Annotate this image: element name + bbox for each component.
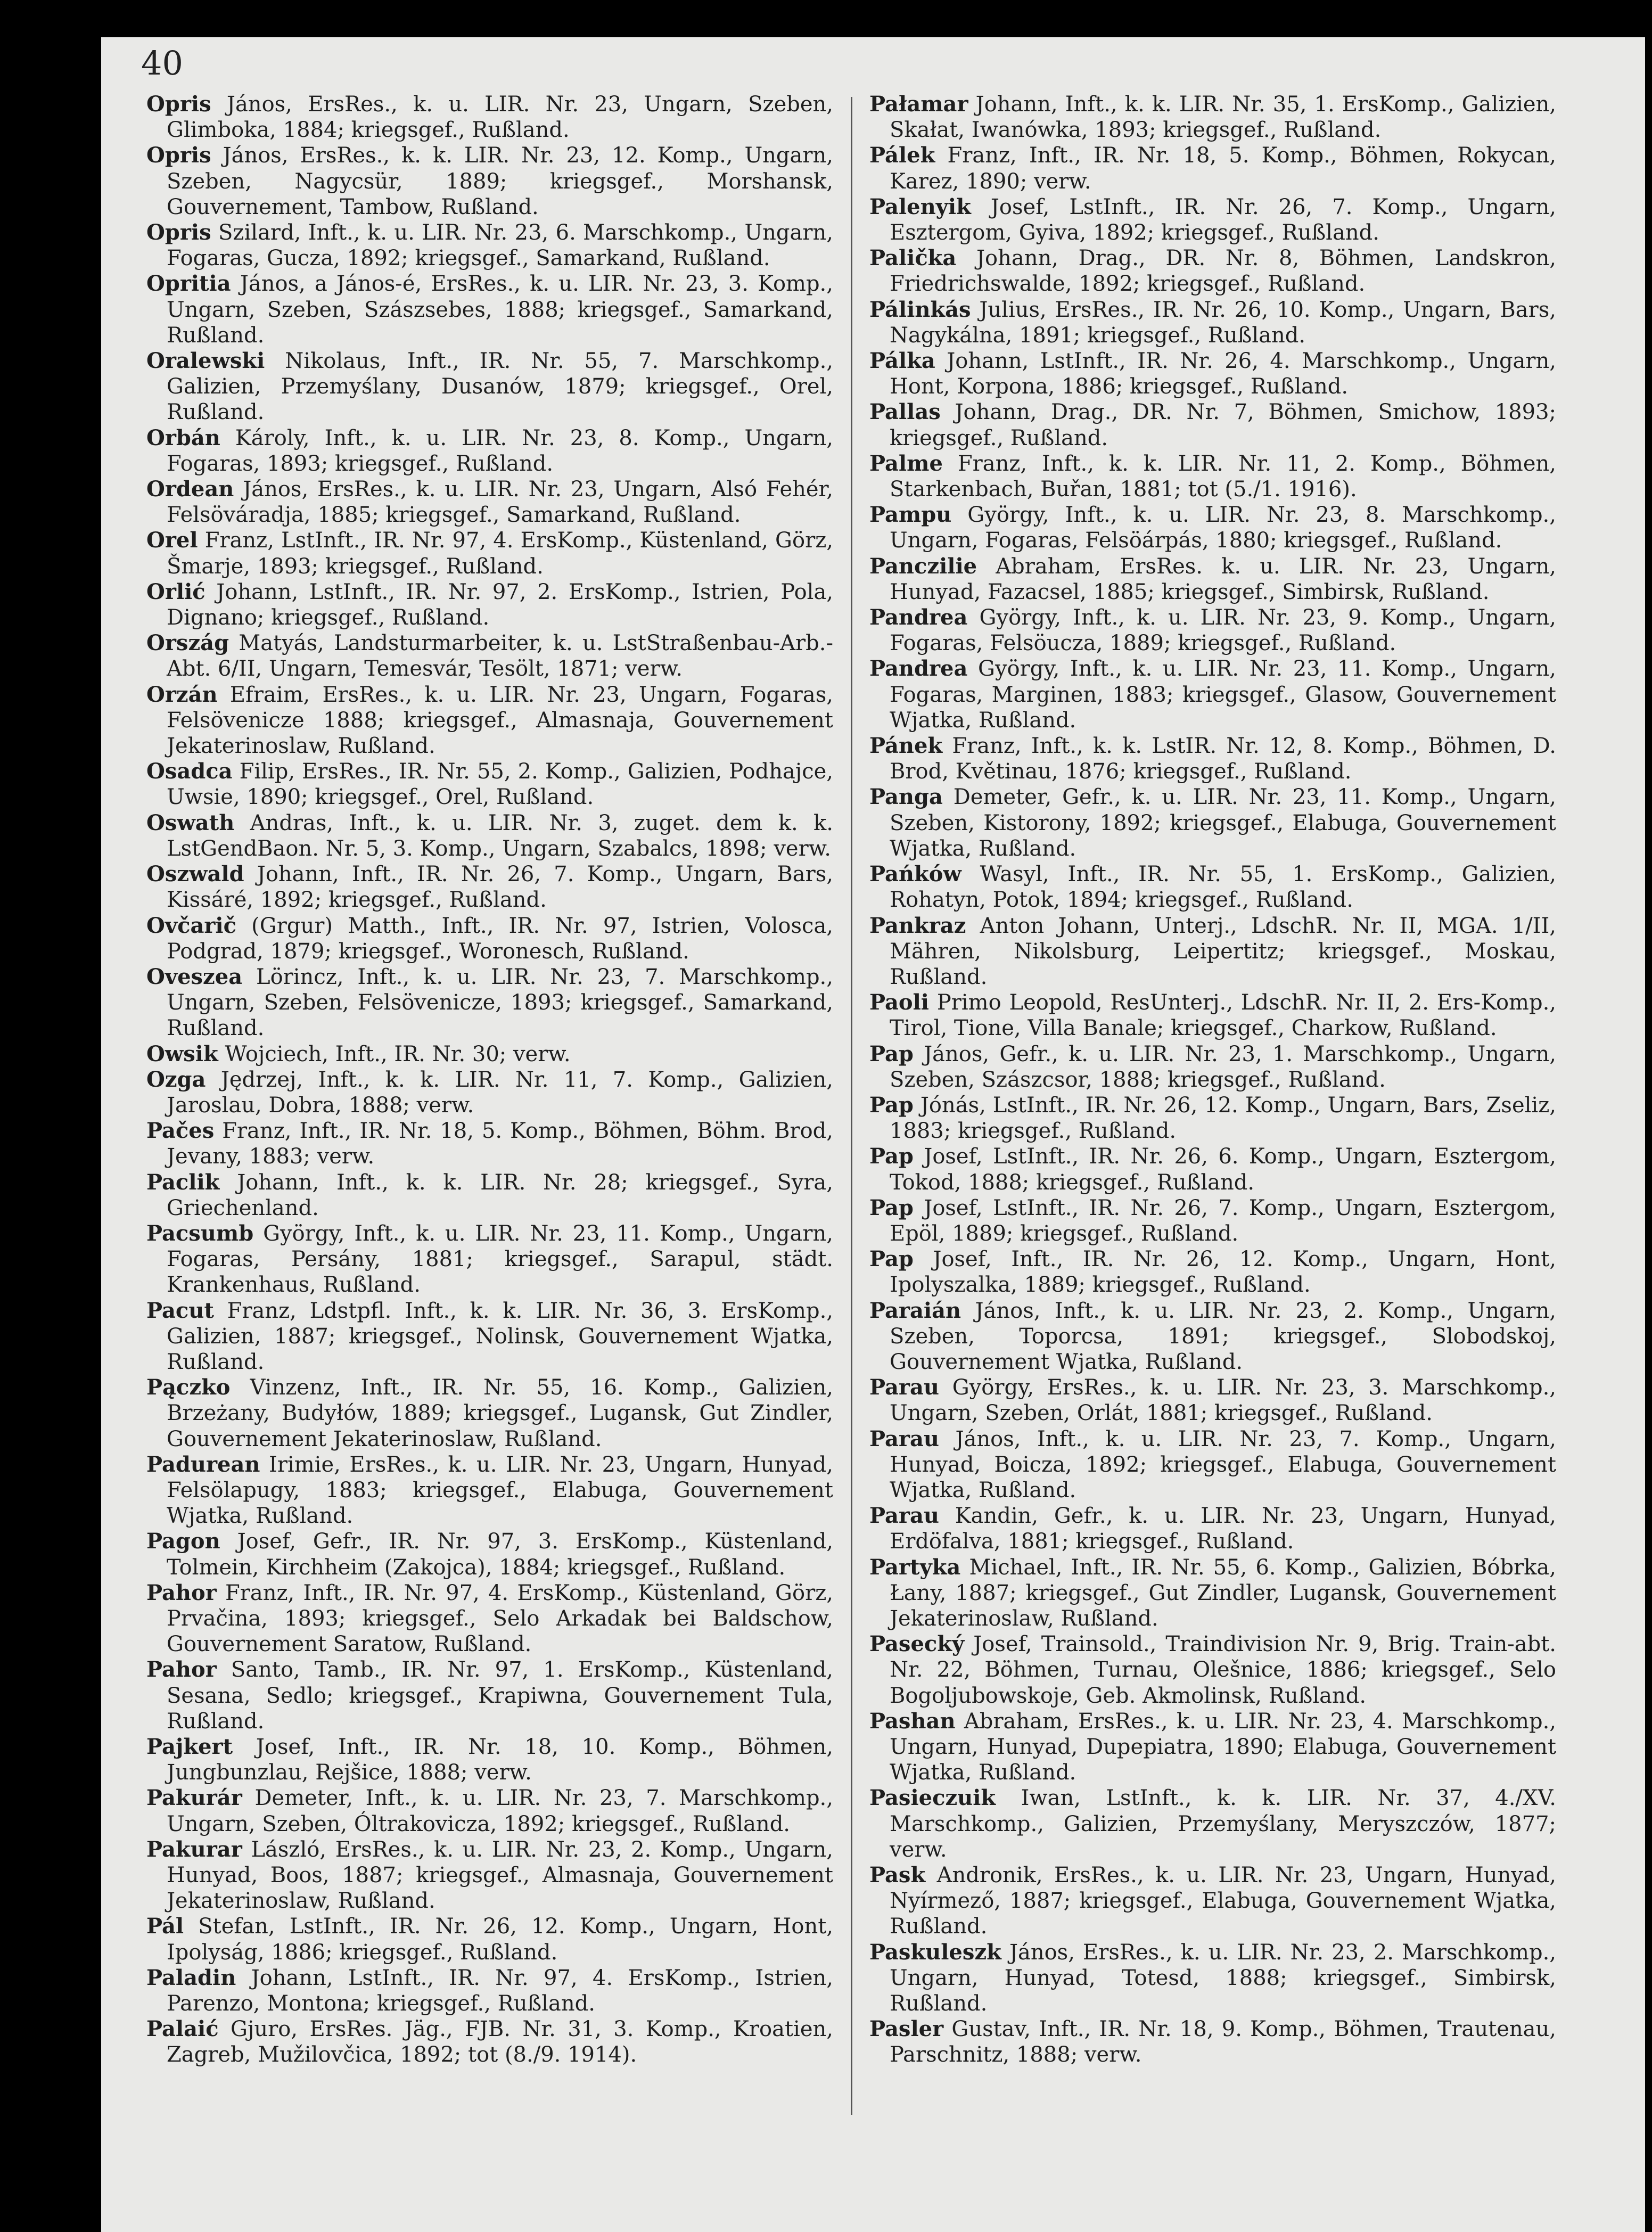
entry-details: Matyás, Landsturmarbeiter, k. u. LstStraßenbau-Arb.-Abt. 6/II, Ungarn, Temesvár, Tesölt, 1871; verw.: [167, 631, 834, 682]
entry-details: Johann, Inft., k. k. LIR. Nr. 28; kriegsgef., Syra, Griechenland.: [167, 1170, 833, 1220]
entry-details: Primo Leopold, ResUnterj., LdschR. Nr. II, 2. Ers-Komp., Tirol, Tione, Villa Banale; kriegsgef., Charkow, Rußland.: [890, 990, 1556, 1041]
register-entry: [146, 1965, 833, 2016]
entry-surname: Pap: [869, 1092, 914, 1118]
column-divider: [851, 97, 852, 2115]
entry-details: Josef, Inft., IR. Nr. 18, 10. Komp., Böhmen, Jungbunzlau, Rejšice, 1888; verw.: [167, 1735, 833, 1785]
entry-details: Wojciech, Inft., IR. Nr. 30; verw.: [225, 1041, 571, 1066]
register-entry: [146, 1734, 833, 1785]
register-entry: [146, 1452, 833, 1529]
entry-surname: Parau: [869, 1375, 939, 1400]
register-entry: [146, 2016, 833, 2067]
register-entry: [146, 425, 833, 477]
register-entry: [869, 1555, 1556, 1632]
entry-surname: Ozga: [146, 1066, 206, 1092]
entry-surname: Osadca: [146, 759, 233, 784]
entry-details: Franz, Inft., k. k. LstIR. Nr. 12, 8. Komp., Böhmen, D. Brod, Květinau, 1876; kriegsgef., Rußland.: [890, 734, 1556, 784]
register-entry: [146, 1785, 833, 1836]
entry-surname: Orbán: [146, 425, 220, 450]
entry-details: Demeter, Gefr., k. u. LIR. Nr. 23, 11. Komp., Ungarn, Szeben, Kistorony, 1892; kriegsgef., Elabuga, Gouvernement Wjatka, Rußland.: [890, 785, 1556, 861]
entry-details: Franz, Inft., k. k. LIR. Nr. 11, 2. Komp., Böhmen, Starkenbach, Buřan, 1881; tot (5./1. 1916).: [890, 451, 1556, 502]
register-entry: [869, 194, 1556, 245]
register-entry: [869, 1375, 1556, 1426]
entry-details: János, a János-é, ErsRes., k. u. LIR. Nr. 23, 3. Komp., Ungarn, Szeben, Szászsebes, 1888; kriegsgef., Samarkand, Rußland.: [167, 272, 833, 348]
entry-details: Johann, Drag., DR. Nr. 8, Böhmen, Landskron, Friedrichswalde, 1892; kriegsgef., Rußland.: [890, 246, 1557, 297]
entry-details: Kandin, Gefr., k. u. LIR. Nr. 23, Ungarn, Hunyad, Erdöfalva, 1881; kriegsgef., Rußland.: [890, 1504, 1557, 1554]
entry-surname: Palaić: [146, 2016, 219, 2042]
register-entry: [146, 579, 833, 630]
register-entry: [869, 1246, 1556, 1298]
register-entry: [146, 1580, 833, 1657]
register-entry: [869, 733, 1556, 784]
entry-details: Johann, Inft., k. k. LIR. Nr. 35, 1. ErsKomp., Galizien, Skałat, Iwanówka, 1893; kriegsgef., Rußland.: [890, 92, 1556, 143]
entry-surname: Pacsumb: [146, 1220, 254, 1246]
entry-surname: Opritia: [146, 271, 231, 297]
register-entry: [869, 1503, 1556, 1554]
entry-surname: Opris: [146, 220, 211, 245]
entry-details: Anton Johann, Unterj., LdschR. Nr. II, MGA. 1/II, Mähren, Nikolsburg, Leipertitz; kriegsgef., Moskau, Rußland.: [890, 913, 1556, 989]
register-entry: [869, 245, 1556, 297]
register-entry: [869, 502, 1556, 553]
entry-details: Gjuro, ErsRes. Jäg., FJB. Nr. 31, 3. Komp., Kroatien, Zagreb, Mužilovčica, 1892; tot (8./9. 1914).: [167, 2017, 833, 2067]
register-entry: [146, 348, 833, 425]
entry-surname: Opris: [146, 92, 211, 117]
entry-details: Johann, LstInft., IR. Nr. 97, 4. ErsKomp., Istrien, Parenzo, Montona; kriegsgef., Rußland.: [167, 1965, 833, 2016]
register-entry: [869, 1940, 1556, 2017]
entry-details: Franz, Ldstpfl. Inft., k. k. LIR. Nr. 36, 3. ErsKomp., Galizien, 1887; kriegsgef., Nolinsk, Gouvernement Wjatka, Rußland.: [167, 1298, 834, 1374]
entry-surname: Ovčarič: [146, 913, 236, 938]
entry-details: Lörincz, Inft., k. u. LIR. Nr. 23, 7. Marschkomp., Ungarn, Szeben, Felsövenicze, 1893; kriegsgef., Samarkand, Rußland.: [167, 964, 833, 1041]
page-number: 40: [141, 44, 183, 83]
entry-details: Josef, Gefr., IR. Nr. 97, 3. ErsKomp., Küstenland, Tolmein, Kirchheim (Zakojca), 1884; kriegsgef., Rußland.: [167, 1529, 834, 1580]
register-entry: [869, 1144, 1556, 1195]
entry-details: Franz, Inft., IR. Nr. 97, 4. ErsKomp., Küstenland, Görz, Prvačina, 1893; kriegsgef., Selo Arkadak bei Baldschow, Gouvernement Saratow, Rußland.: [167, 1580, 833, 1657]
register-entry: [146, 810, 833, 861]
entry-details: Nikolaus, Inft., IR. Nr. 55, 7. Marschkomp., Galizien, Przemyślany, Dusanów, 1879; kriegsgef., Orel, Rußland.: [167, 349, 834, 425]
entry-details: György, Inft., k. u. LIR. Nr. 23, 8. Marschkomp., Ungarn, Fogaras, Felsöárpás, 1880; kriegsgef., Rußland.: [890, 503, 1556, 553]
register-entry: [869, 399, 1556, 450]
register-entry: [146, 861, 833, 913]
register-entry: [869, 1862, 1556, 1940]
entry-details: Julius, ErsRes., IR. Nr. 26, 10. Komp., Ungarn, Bars, Nagykálna, 1891; kriegsgef., Rußland.: [890, 297, 1557, 348]
entry-details: György, ErsRes., k. u. LIR. Nr. 23, 3. Marschkomp., Ungarn, Szeben, Orlát, 1881; kriegsgef., Rußland.: [890, 1375, 1556, 1426]
entry-details: Santo, Tamb., IR. Nr. 97, 1. ErsKomp., Küstenland, Sesana, Sedlo; kriegsgef., Krapiwna, Gouvernement Tula, Rußland.: [167, 1657, 833, 1734]
entry-surname: Pap: [869, 1041, 914, 1066]
entry-details: Stefan, LstInft., IR. Nr. 26, 12. Komp., Ungarn, Hont, Ipolyság, 1886; kriegsgef., Rußland.: [167, 1914, 833, 1965]
entry-details: Abraham, ErsRes., k. u. LIR. Nr. 23, 4. Marschkomp., Ungarn, Hunyad, Dupepiatra, 1890; Elabuga, Gouvernement Wjatka, Rußland.: [890, 1709, 1557, 1785]
entry-surname: Paladin: [146, 1965, 236, 1990]
register-entry: [146, 1657, 833, 1734]
entry-surname: Pakurár: [146, 1785, 242, 1811]
entry-surname: Pączko: [146, 1375, 231, 1400]
register-entry: [146, 143, 833, 220]
entry-details: Andronik, ErsRes., k. u. LIR. Nr. 23, Ungarn, Hunyad, Nyírmező, 1887; kriegsgef., Elabuga, Gouvernement Wjatka, Rußland.: [890, 1863, 1556, 1939]
entry-details: Vinzenz, Inft., IR. Nr. 55, 16. Komp., Galizien, Brzeżany, Budyłów, 1889; kriegsgef., Lugansk, Gut Zindler, Gouvernement Jekaterinoslaw, Rußland.: [167, 1375, 834, 1451]
register-entry: [146, 1221, 833, 1298]
entry-details: Franz, Inft., IR. Nr. 18, 5. Komp., Böhmen, Böhm. Brod, Jevany, 1883; verw.: [167, 1119, 833, 1169]
entry-surname: Parau: [869, 1426, 939, 1451]
entry-surname: Pajkert: [146, 1734, 233, 1759]
entry-surname: Pálka: [869, 348, 935, 374]
register-entry: [146, 477, 833, 528]
register-entry: [146, 1041, 833, 1067]
register-entry: [869, 990, 1556, 1041]
entry-surname: Paraián: [869, 1298, 961, 1323]
entry-surname: Paoli: [869, 990, 929, 1015]
register-entry: [146, 528, 833, 579]
entry-details: János, ErsRes., k. k. LIR. Nr. 23, 12. Komp., Ungarn, Szeben, Nagycsür, 1889; kriegsgef., Morshansk, Gouvernement, Tambow, Rußland.: [167, 143, 833, 219]
register-entry: [869, 451, 1556, 502]
entry-surname: Pačes: [146, 1118, 215, 1144]
entry-details: Johann, Inft., IR. Nr. 26, 7. Komp., Ungarn, Bars, Kissáré, 1892; kriegsgef., Rußland.: [167, 862, 834, 913]
register-entry: [869, 297, 1556, 348]
entry-details: Abraham, ErsRes. k. u. LIR. Nr. 23, Ungarn, Hunyad, Fazacsel, 1885; kriegsgef., Simbirsk, Rußland.: [890, 554, 1556, 604]
entry-surname: Oralewski: [146, 348, 265, 374]
register-entry: [869, 861, 1556, 913]
register-entry: [869, 1631, 1556, 1709]
register-entry: [146, 1529, 833, 1580]
entry-details: György, Inft., k. u. LIR. Nr. 23, 9. Komp., Ungarn, Fogaras, Felsöucza, 1889; kriegsgef., Rußland.: [890, 605, 1557, 656]
entry-surname: Pask: [869, 1862, 926, 1888]
entry-surname: Pánek: [869, 733, 943, 759]
entry-details: Josef, LstInft., IR. Nr. 26, 7. Komp., Ungarn, Esztergom, Gyiva, 1892; kriegsgef., Rußland.: [890, 194, 1556, 245]
entry-details: János, ErsRes., k. u. LIR. Nr. 23, 2. Marschkomp., Ungarn, Hunyad, Totesd, 1888; kriegsgef., Simbirsk, Rußland.: [890, 1940, 1556, 2016]
entry-details: János, ErsRes., k. u. LIR. Nr. 23, Ungarn, Szeben, Glimboka, 1884; kriegsgef., Rußland.: [167, 92, 834, 143]
entry-surname: Pálinkás: [869, 297, 971, 322]
register-entry: [146, 1298, 833, 1375]
register-entry: [869, 1426, 1556, 1504]
register-entry: [869, 2016, 1556, 2067]
entry-details: Josef, LstInft., IR. Nr. 26, 7. Komp., Ungarn, Esztergom, Epöl, 1889; kriegsgef., Rußland.: [890, 1195, 1556, 1246]
entry-surname: Pagon: [146, 1529, 220, 1554]
entry-details: Jónás, LstInft., IR. Nr. 26, 12. Komp., Ungarn, Bars, Zseliz, 1883; kriegsgef., Rußland.: [890, 1093, 1557, 1144]
entry-surname: Partyka: [869, 1554, 961, 1580]
entry-surname: Pankraz: [869, 913, 966, 938]
entry-details: Wasyl, Inft., IR. Nr. 55, 1. ErsKomp., Galizien, Rohatyn, Potok, 1894; kriegsgef., Rußland.: [890, 862, 1556, 913]
entry-details: János, Inft., k. u. LIR. Nr. 23, 2. Komp., Ungarn, Szeben, Toporcsa, 1891; kriegsgef., Slobodskoj, Gouvernement Wjatka, Rußland.: [890, 1298, 1557, 1374]
entry-surname: Oszwald: [146, 861, 244, 887]
entry-surname: Palenyik: [869, 194, 971, 219]
entry-surname: Opris: [146, 143, 211, 168]
entry-details: László, ErsRes., k. u. LIR. Nr. 23, 2. Komp., Ungarn, Hunyad, Boos, 1887; kriegsgef., Almasnaja, Gouvernement Jekaterinoslaw, Rußland.: [167, 1837, 833, 1914]
entry-surname: Pakurar: [146, 1836, 242, 1862]
entry-surname: Ordean: [146, 477, 234, 502]
entry-surname: Owsik: [146, 1041, 218, 1066]
register-entry: [869, 1041, 1556, 1093]
entry-details: Johann, LstInft., IR. Nr. 97, 2. ErsKomp., Istrien, Pola, Dignano; kriegsgef., Rußland.: [167, 579, 834, 630]
register-entry: [146, 92, 833, 143]
entry-surname: Pahor: [146, 1657, 217, 1683]
entry-details: György, Inft., k. u. LIR. Nr. 23, 11. Komp., Ungarn, Fogaras, Marginen, 1883; kriegsgef., Glasow, Gouvernement Wjatka, Rußland.: [890, 657, 1556, 733]
entry-surname: Pál: [146, 1914, 184, 1939]
entry-surname: Pacut: [146, 1298, 214, 1323]
entry-surname: Panga: [869, 784, 943, 810]
entry-surname: Palme: [869, 450, 943, 476]
entry-surname: Pałamar: [869, 92, 968, 117]
entry-surname: Parau: [869, 1503, 939, 1529]
entry-surname: Pálek: [869, 143, 935, 168]
register-entry: [869, 92, 1556, 143]
entry-surname: Palička: [869, 245, 957, 271]
entry-surname: Pasecký: [869, 1631, 965, 1657]
entry-details: György, Inft., k. u. LIR. Nr. 23, 11. Komp., Ungarn, Fogaras, Persány, 1881; kriegsgef., Sarapul, städt. Krankenhaus, Rußland.: [167, 1221, 834, 1298]
entry-details: Filip, ErsRes., IR. Nr. 55, 2. Komp., Galizien, Podhajce, Uwsie, 1890; kriegsgef., Orel, Rußland.: [167, 759, 833, 810]
register-entry: [869, 1709, 1556, 1786]
register-entry: [146, 1837, 833, 1914]
entry-surname: Paclik: [146, 1169, 220, 1195]
register-entry: [869, 348, 1556, 399]
entry-surname: Ország: [146, 630, 229, 656]
entry-surname: Pasieczuik: [869, 1785, 996, 1811]
entry-details: Johann, LstInft., IR. Nr. 26, 4. Marschkomp., Ungarn, Hont, Korpona, 1886; kriegsgef., Rußland.: [890, 349, 1556, 399]
register-entry: [146, 1118, 833, 1169]
register-entry: [869, 554, 1556, 605]
entry-details: Demeter, Inft., k. u. LIR. Nr. 23, 7. Marschkomp., Ungarn, Szeben, Óltrakovicza, 1892; kriegsgef., Rußland.: [167, 1786, 833, 1836]
entry-details: János, Gefr., k. u. LIR. Nr. 23, 1. Marschkomp., Ungarn, Szeben, Szászcsor, 1888; kriegsgef., Rußland.: [890, 1041, 1556, 1092]
entry-details: Szilard, Inft., k. u. LIR. Nr. 23, 6. Marschkomp., Ungarn, Fogaras, Gucza, 1892; kriegsgef., Samarkand, Rußland.: [167, 220, 833, 271]
entry-details: Andras, Inft., k. u. LIR. Nr. 3, zuget. dem k. k. LstGendBaon. Nr. 5, 3. Komp., Ungarn, Szabalcs, 1898; verw.: [167, 810, 834, 861]
entry-surname: Panczilie: [869, 553, 977, 579]
entry-details: Efraim, ErsRes., k. u. LIR. Nr. 23, Ungarn, Fogaras, Felsövenicze 1888; kriegsgef., Almasnaja, Gouvernement Jekaterinoslaw, Rußland.: [167, 682, 833, 759]
register-entry: [146, 220, 833, 271]
entry-details: Károly, Inft., k. u. LIR. Nr. 23, 8. Komp., Ungarn, Fogaras, 1893; kriegsgef., Rußland.: [167, 425, 833, 476]
register-entry: [869, 1785, 1556, 1862]
entry-surname: Pasler: [869, 2016, 944, 2042]
entry-details: Josef, LstInft., IR. Nr. 26, 6. Komp., Ungarn, Esztergom, Tokod, 1888; kriegsgef., Rußland.: [890, 1144, 1556, 1195]
left-column: [146, 92, 833, 2068]
entry-details: Iwan, LstInft., k. k. LIR. Nr. 37, 4./XV. Marschkomp., Galizien, Przemyślany, Meryszczów, 1877; verw.: [890, 1786, 1556, 1862]
register-entry: [869, 605, 1556, 656]
entry-surname: Orzán: [146, 682, 218, 707]
register-entry: [146, 1067, 833, 1118]
entry-surname: Orel: [146, 528, 198, 553]
entry-surname: Pampu: [869, 502, 952, 528]
entry-details: Franz, Inft., IR. Nr. 18, 5. Komp., Böhmen, Rokycan, Karez, 1890; verw.: [890, 143, 1556, 194]
entry-surname: Pandrea: [869, 656, 968, 682]
register-entry: [869, 656, 1556, 733]
entry-surname: Pańków: [869, 861, 961, 887]
register-entry: [146, 759, 833, 810]
entry-surname: Orlić: [146, 579, 206, 604]
register-entry: [146, 682, 833, 759]
entry-surname: Pandrea: [869, 605, 968, 630]
register-entry: [146, 1914, 833, 1965]
register-entry: [146, 1170, 833, 1221]
register-entry: [869, 1195, 1556, 1246]
entry-details: Josef, Trainsold., Traindivision Nr. 9, Brig. Train-abt. Nr. 22, Böhmen, Turnau, Olešnice, 1886; kriegsgef., Selo Bogoljubowskoje, Geb. Akmolinsk, Rußland.: [890, 1632, 1556, 1708]
entry-details: Josef, Inft., IR. Nr. 26, 12. Komp., Ungarn, Hont, Ipolyszalka, 1889; kriegsgef., Rußland.: [890, 1247, 1556, 1298]
register-entry: [869, 1298, 1556, 1375]
register-entry: [146, 913, 833, 964]
entry-details: Gustav, Inft., IR. Nr. 18, 9. Komp., Böhmen, Trautenau, Parschnitz, 1888; verw.: [890, 2017, 1556, 2067]
entry-details: Franz, LstInft., IR. Nr. 97, 4. ErsKomp., Küstenland, Görz, Šmarje, 1893; kriegsgef., Rußland.: [167, 528, 833, 579]
entry-surname: Padurean: [146, 1451, 260, 1477]
entry-details: Johann, Drag., DR. Nr. 7, Böhmen, Smichow, 1893; kriegsgef., Rußland.: [890, 400, 1557, 450]
entry-details: Jędrzej, Inft., k. k. LIR. Nr. 11, 7. Komp., Galizien, Jaroslau, Dobra, 1888; verw.: [167, 1067, 833, 1118]
right-column: [869, 92, 1556, 2068]
entry-surname: Oswath: [146, 810, 235, 835]
register-entry: [146, 271, 833, 348]
entry-surname: Pallas: [869, 399, 941, 425]
register-entry: [869, 143, 1556, 194]
entry-surname: Pashan: [869, 1708, 956, 1734]
register-entry: [146, 630, 833, 682]
register-entry: [869, 784, 1556, 861]
entry-details: János, Inft., k. u. LIR. Nr. 23, 7. Komp., Ungarn, Hunyad, Boicza, 1892; kriegsgef., Elabuga, Gouvernement Wjatka, Rußland.: [890, 1426, 1556, 1503]
entry-details: Irimie, ErsRes., k. u. LIR. Nr. 23, Ungarn, Hunyad, Felsölapugy, 1883; kriegsgef., Elabuga, Gouvernement Wjatka, Rußland.: [167, 1452, 834, 1529]
register-entry: [146, 964, 833, 1041]
entry-surname: Pap: [869, 1195, 914, 1220]
entry-surname: Pap: [869, 1246, 914, 1272]
entry-details: (Grgur) Matth., Inft., IR. Nr. 97, Istrien, Volosca, Podgrad, 1879; kriegsgef., Woronesch, Rußland.: [167, 913, 834, 964]
register-entry: [869, 1093, 1556, 1144]
entry-details: János, ErsRes., k. u. LIR. Nr. 23, Ungarn, Alsó Fehér, Felsöváradja, 1885; kriegsgef., Samarkand, Rußland.: [167, 477, 833, 528]
entry-surname: Oveszea: [146, 964, 243, 989]
entry-details: Michael, Inft., IR. Nr. 55, 6. Komp., Galizien, Bóbrka, Łany, 1887; kriegsgef., Gut Zindler, Lugansk, Gouvernement Jekaterinoslaw, Rußland.: [890, 1555, 1556, 1631]
entry-surname: Pap: [869, 1144, 914, 1169]
register-entry: [146, 1375, 833, 1452]
entry-surname: Pahor: [146, 1580, 217, 1605]
register-entry: [869, 913, 1556, 990]
entry-surname: Paskuleszk: [869, 1939, 1001, 1965]
